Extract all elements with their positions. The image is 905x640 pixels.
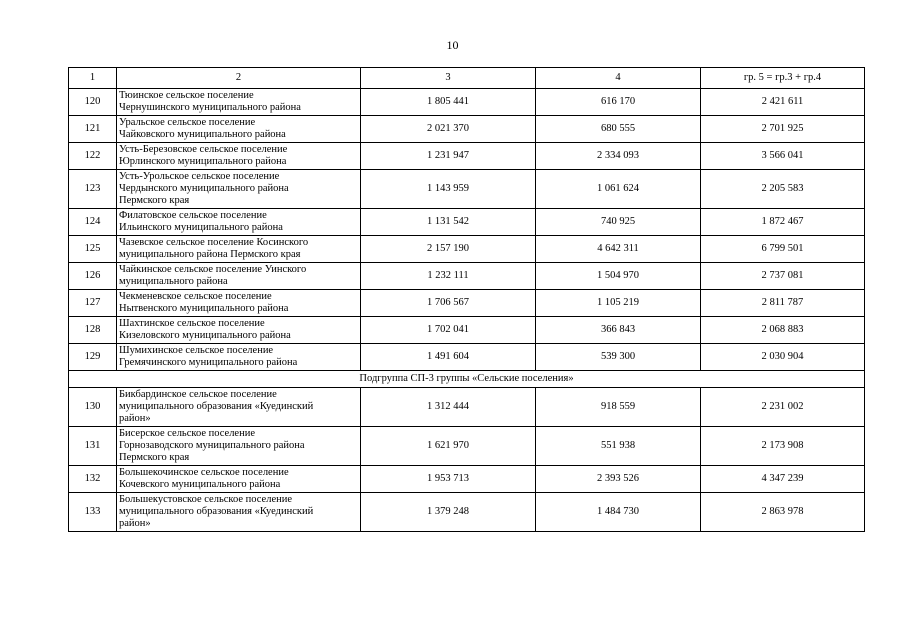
settlement-name-line: Шахтинское сельское поселение — [119, 318, 265, 329]
row-number: 131 — [69, 427, 117, 466]
table-row — [69, 236, 865, 263]
settlement-name — [117, 493, 361, 532]
value-total: 2 863 978 — [701, 493, 865, 532]
subgroup-title: Подгруппа СП-3 группы «Сельские поселения» — [69, 371, 865, 388]
page-number: 10 — [446, 38, 459, 52]
value-col3: 1 706 567 — [361, 290, 536, 317]
header-cell-5: гр. 5 = гр.3 + гр.4 — [701, 68, 865, 89]
value-col3: 1 805 441 — [361, 89, 536, 116]
row-number: 123 — [69, 170, 117, 209]
value-col4: 1 484 730 — [536, 493, 701, 532]
settlement-name-line: муниципального образования «Куединский — [119, 506, 314, 517]
value-total: 2 701 925 — [701, 116, 865, 143]
value-col4: 740 925 — [536, 209, 701, 236]
settlement-name-line: Нытвенского муниципального района — [119, 303, 289, 314]
value-col3: 1 232 111 — [361, 263, 536, 290]
row-number: 133 — [69, 493, 117, 532]
value-total: 1 872 467 — [701, 209, 865, 236]
settlement-name-line: Бикбардинское сельское поселение — [119, 389, 277, 400]
settlement-name-line: Кизеловского муниципального района — [119, 330, 291, 341]
settlement-name-line: Тюинское сельское поселение — [119, 90, 254, 101]
settlement-name-line: муниципального района Пермского края — [119, 249, 301, 260]
row-number: 128 — [69, 317, 117, 344]
settlement-name — [117, 236, 361, 263]
table-row — [69, 344, 865, 371]
settlement-name-line: Ильинского муниципального района — [119, 222, 283, 233]
settlement-name — [117, 427, 361, 466]
row-number: 120 — [69, 89, 117, 116]
value-col4: 918 559 — [536, 388, 701, 427]
value-col4: 680 555 — [536, 116, 701, 143]
settlement-name-line: Кочевского муниципального района — [119, 479, 281, 490]
settlement-name-line: Усть-Урольское сельское поселение — [119, 171, 280, 182]
table-row — [69, 388, 865, 427]
budget-table — [68, 67, 865, 532]
settlement-name — [117, 290, 361, 317]
table-row — [69, 143, 865, 170]
table-row — [69, 209, 865, 236]
value-col4: 539 300 — [536, 344, 701, 371]
settlement-name-line: муниципального района — [119, 276, 228, 287]
value-col3: 1 379 248 — [361, 493, 536, 532]
value-total: 2 030 904 — [701, 344, 865, 371]
value-col3: 1 312 444 — [361, 388, 536, 427]
value-total: 2 068 883 — [701, 317, 865, 344]
settlement-name-line: Чайкинское сельское поселение Уинского — [119, 264, 307, 275]
value-total: 4 347 239 — [701, 466, 865, 493]
settlement-name-line: Пермского края — [119, 195, 190, 206]
row-number: 124 — [69, 209, 117, 236]
header-cell-3: 3 — [361, 68, 536, 89]
table-row — [69, 317, 865, 344]
value-col4: 1 105 219 — [536, 290, 701, 317]
settlement-name — [117, 143, 361, 170]
settlement-name-line: Чердынского муниципального района — [119, 183, 289, 194]
subgroup-row — [69, 371, 865, 388]
settlement-name — [117, 344, 361, 371]
settlement-name-line: Горнозаводского муниципального района — [119, 440, 305, 451]
value-col3: 2 157 190 — [361, 236, 536, 263]
value-col4: 616 170 — [536, 89, 701, 116]
value-col3: 2 021 370 — [361, 116, 536, 143]
value-col4: 4 642 311 — [536, 236, 701, 263]
value-col3: 1 131 542 — [361, 209, 536, 236]
table-row — [69, 290, 865, 317]
settlement-name-line: район» — [119, 413, 151, 424]
row-number: 126 — [69, 263, 117, 290]
value-col4: 551 938 — [536, 427, 701, 466]
table-row — [69, 427, 865, 466]
row-number: 127 — [69, 290, 117, 317]
settlement-name-line: муниципального образования «Куединский — [119, 401, 314, 412]
header-cell-2: 2 — [117, 68, 361, 89]
value-total: 2 205 583 — [701, 170, 865, 209]
settlement-name-line: Чайковского муниципального района — [119, 129, 286, 140]
value-col4: 2 334 093 — [536, 143, 701, 170]
settlement-name-line: Усть-Березовское сельское поселение — [119, 144, 288, 155]
settlement-name-line: Уральское сельское поселение — [119, 117, 256, 128]
row-number: 122 — [69, 143, 117, 170]
row-number: 121 — [69, 116, 117, 143]
value-total: 2 173 908 — [701, 427, 865, 466]
value-col3: 1 953 713 — [361, 466, 536, 493]
value-col4: 1 061 624 — [536, 170, 701, 209]
table-row — [69, 263, 865, 290]
settlement-name — [117, 466, 361, 493]
value-col3: 1 231 947 — [361, 143, 536, 170]
header-cell-4: 4 — [536, 68, 701, 89]
value-col3: 1 702 041 — [361, 317, 536, 344]
value-total: 2 421 611 — [701, 89, 865, 116]
row-number: 132 — [69, 466, 117, 493]
settlement-name — [117, 209, 361, 236]
table-row — [69, 170, 865, 209]
settlement-name-line: Гремячинского муниципального района — [119, 357, 298, 368]
settlement-name-line: Филатовское сельское поселение — [119, 210, 267, 221]
value-col3: 1 491 604 — [361, 344, 536, 371]
value-total: 3 566 041 — [701, 143, 865, 170]
settlement-name-line: Бисерское сельское поселение — [119, 428, 255, 439]
settlement-name-line: Большекочинское сельское поселение — [119, 467, 289, 478]
settlement-name-line: район» — [119, 518, 151, 529]
settlement-name — [117, 317, 361, 344]
settlement-name-line: Юрлинского муниципального района — [119, 156, 287, 167]
value-col4: 2 393 526 — [536, 466, 701, 493]
table-row — [69, 466, 865, 493]
table-row — [69, 89, 865, 116]
row-number: 129 — [69, 344, 117, 371]
value-col4: 1 504 970 — [536, 263, 701, 290]
settlement-name — [117, 170, 361, 209]
settlement-name — [117, 388, 361, 427]
value-total: 2 811 787 — [701, 290, 865, 317]
value-total: 2 231 002 — [701, 388, 865, 427]
settlement-name — [117, 116, 361, 143]
settlement-name-line: Чазевское сельское поселение Косинского — [119, 237, 309, 248]
value-col4: 366 843 — [536, 317, 701, 344]
settlement-name — [117, 89, 361, 116]
header-cell-1: 1 — [69, 68, 117, 89]
table-row — [69, 493, 865, 532]
table-row — [69, 116, 865, 143]
settlement-name-line: Шумихинское сельское поселение — [119, 345, 274, 356]
settlement-name-line: Большекустовское сельское поселение — [119, 494, 293, 505]
value-col3: 1 143 959 — [361, 170, 536, 209]
row-number: 130 — [69, 388, 117, 427]
header-row — [69, 68, 865, 89]
settlement-name-line: Пермского края — [119, 452, 190, 463]
row-number: 125 — [69, 236, 117, 263]
value-total: 2 737 081 — [701, 263, 865, 290]
settlement-name-line: Чернушинского муниципального района — [119, 102, 301, 113]
value-total: 6 799 501 — [701, 236, 865, 263]
settlement-name-line: Чекменевское сельское поселение — [119, 291, 272, 302]
settlement-name — [117, 263, 361, 290]
value-col3: 1 621 970 — [361, 427, 536, 466]
